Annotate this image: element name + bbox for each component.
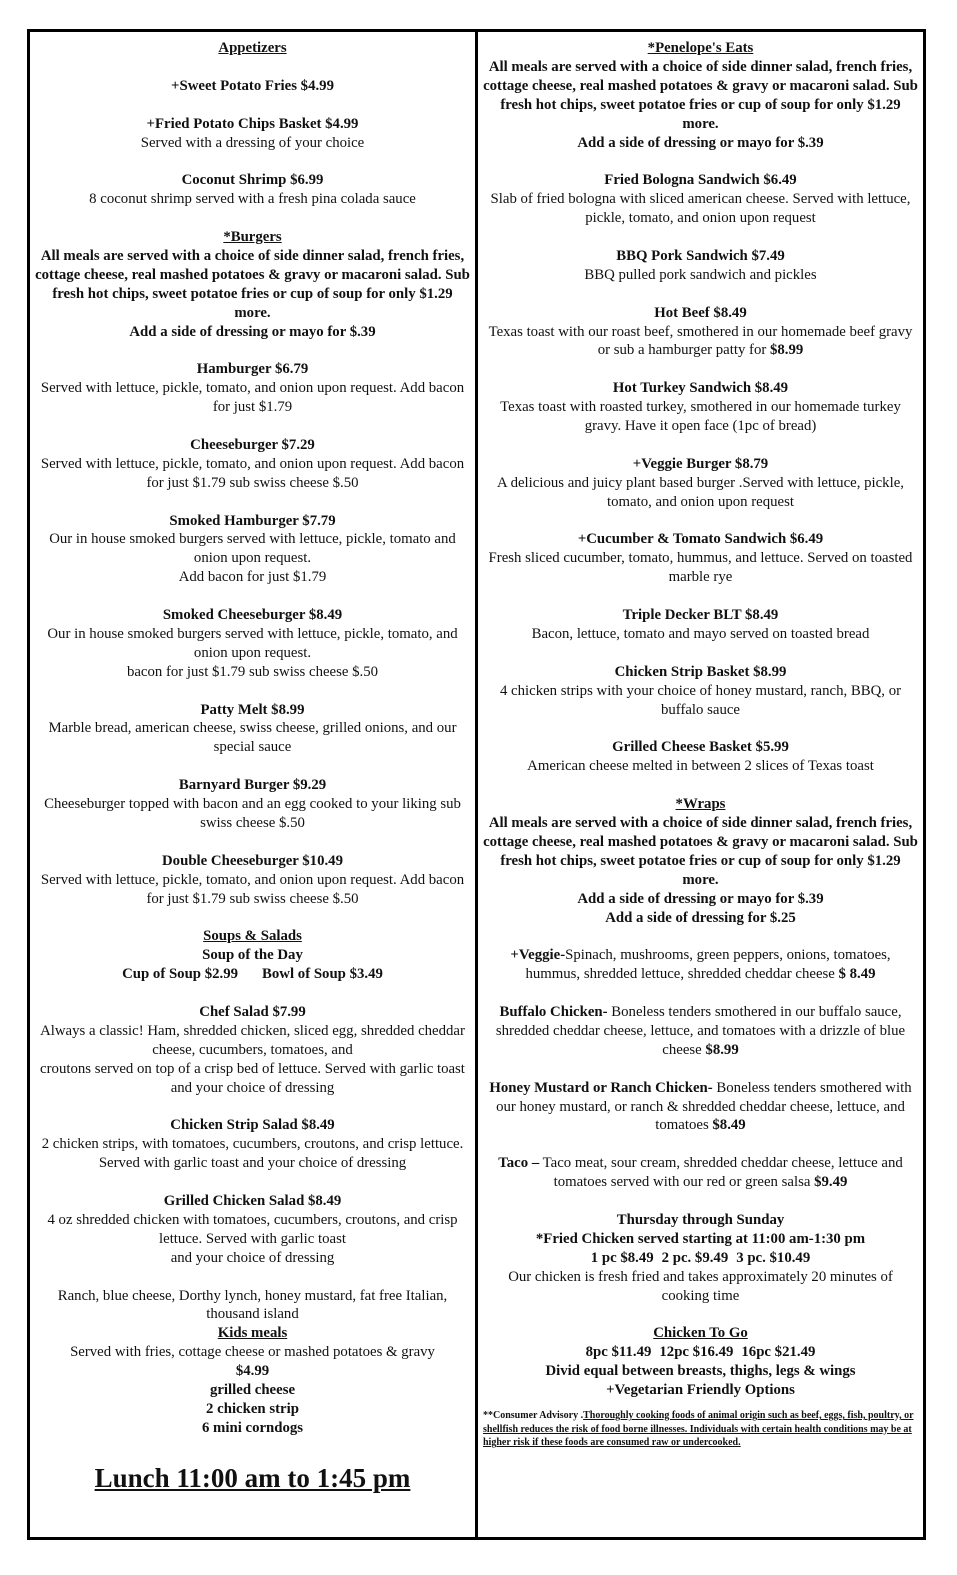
menu-item-desc — [483, 323, 918, 361]
soup-prices — [35, 965, 470, 984]
menu-item-desc: Always a classic! Ham, shredded chicken, sliced egg, shredded cheddar cheese, cucumbers, tomatoes, and — [40, 1022, 465, 1058]
menu-item-name: Patty Melt $8.99 — [200, 701, 305, 718]
appetizers-heading: Appetizers — [218, 40, 287, 56]
menu-item-name: Barnyard Burger $9.29 — [178, 777, 327, 794]
kids-item: 6 mini corndogs — [201, 1419, 304, 1436]
advisory-text: Thoroughly cooking foods of animal origin such as beef, eggs, fish, poultry, or shellfish reduces the risk of food borne illnesses. Individuals with certain health conditions may be at higher risk if these foods are consumed raw or undercooked. — [483, 1410, 914, 1449]
menu-item-name: Fried Bologna Sandwich $6.49 — [604, 172, 797, 189]
menu-item-name: Chicken Strip Basket $8.99 — [614, 663, 787, 680]
menu-item-name: Chef Salad $7.99 — [199, 1004, 306, 1021]
shrimp-desc: 8 coconut shrimp served with a fresh pina colada sauce — [89, 191, 416, 208]
chips-name: +Fried Potato Chips Basket $4.99 — [146, 115, 359, 132]
menu-item-name: Double Cheeseburger $10.49 — [162, 852, 343, 869]
kids-item: 2 chicken strip — [206, 1401, 299, 1417]
menu-item-desc: BBQ pulled pork sandwich and pickles — [584, 266, 817, 283]
penelope-intro: All meals are served with a choice of side dinner salad, french fries, cottage cheese, real mashed potatoes & gravy or macaroni salad. Sub fresh hot chips, sweet potatoe fries or cup of soup for only $1.29 more. — [483, 58, 918, 132]
soup-of-day: Soup of the Day — [202, 947, 303, 964]
menu-item-name: +Cucumber & Tomato Sandwich $6.49 — [577, 531, 824, 548]
burgers-heading: *Burgers — [223, 229, 282, 245]
menu-item-name: Grilled Chicken Salad $8.49 — [163, 1193, 342, 1210]
kids-item: grilled cheese — [209, 1382, 296, 1399]
menu-item-name: Chicken Strip Salad $8.49 — [170, 1117, 335, 1134]
fc-price: 3 pc. $10.49 — [736, 1249, 811, 1266]
penelope-heading: *Penelope's Eats — [647, 40, 754, 56]
kids-price: $4.99 — [235, 1363, 270, 1380]
shrimp-name: Coconut Shrimp $6.99 — [181, 172, 324, 189]
menu-item-desc: American cheese melted in between 2 slices of Texas toast — [527, 758, 874, 775]
to-go-desc: Divid equal between breasts, thighs, legs & wings — [545, 1363, 856, 1380]
menu-item-desc: 2 chicken strips, with tomatoes, cucumbers, croutons, and crisp lettuce. Served with garlic toast and your choice of dressing — [41, 1136, 464, 1172]
fc-price: 1 pc $8.49 — [590, 1249, 654, 1266]
fried-chicken-desc: Our chicken is fresh fried and takes approximately 20 minutes of cooking time — [508, 1268, 893, 1304]
wraps-heading: *Wraps — [675, 796, 726, 813]
to-go-prices — [483, 1343, 918, 1362]
menu-item-desc: Bacon, lettuce, tomato and mayo served on toasted bread — [531, 625, 870, 642]
to-go-price: 16pc $21.49 — [741, 1344, 816, 1361]
wraps-intro: All meals are served with a choice of side dinner salad, french fries, cottage cheese, real mashed potatoes & gravy or macaroni salad. Sub fresh hot chips, sweet potatoe fries or cup of soup for only $1.29 more. — [483, 815, 918, 888]
right-column — [478, 32, 923, 1537]
menu-item-name: Smoked Hamburger $7.79 — [169, 512, 336, 529]
wrap-desc: Boneless tenders smothered with our honey mustard, or ranch & shredded cheddar cheese, lettuce, and tomatoes — [496, 1079, 912, 1134]
dressing-list: Ranch, blue cheese, Dorthy lynch, honey mustard, fat free Italian, thousand island — [57, 1287, 448, 1323]
hot-beef-sub-price: $8.99 — [770, 342, 804, 359]
hot-beef-desc: Texas toast with our roast beef, smothered in our homemade beef gravy or sub a hamburger patty for — [488, 323, 913, 359]
left-column — [30, 32, 478, 1537]
vegetarian-note: +Vegetarian Friendly Options — [606, 1382, 795, 1399]
menu-item-desc: Add bacon for just $1.79 — [178, 569, 327, 586]
menu-item-desc: Our in house smoked burgers served with lettuce, pickle, tomato, and onion upon request. — [47, 625, 458, 661]
wraps-dressing: Add a side of dressing for $.25 — [605, 909, 796, 926]
menu-item-name: BBQ Pork Sandwich $7.49 — [616, 247, 785, 264]
chips-desc: Served with a dressing of your choice — [140, 134, 365, 151]
wrap-price: $8.99 — [705, 1041, 739, 1058]
to-go-price: 12pc $16.49 — [659, 1344, 734, 1361]
wrap-veggie — [483, 946, 918, 984]
menu-item-desc: Marble bread, american cheese, swiss cheese, grilled onions, and our special sauce — [48, 720, 457, 756]
wrap-buffalo — [483, 1003, 918, 1060]
wrap-desc: Spinach, mushrooms, green peppers, onions, tomatoes, hummus, shredded lettuce, shredded cheddar cheese — [525, 947, 891, 983]
menu-item-name: Triple Decker BLT $8.49 — [622, 607, 779, 624]
menu-item-desc: Our in house smoked burgers served with lettuce, pickle, tomato and onion upon request. — [49, 531, 456, 567]
menu-item-desc: Cheeseburger topped with bacon and an egg cooked to your liking sub swiss cheese $.50 — [44, 796, 461, 831]
menu-item-name: Cheeseburger $7.29 — [190, 436, 315, 453]
wrap-price: $8.49 — [712, 1117, 746, 1134]
wraps-dressing-mayo: Add a side of dressing or mayo for $.39 — [577, 890, 824, 907]
consumer-advisory — [483, 1409, 918, 1450]
fc-price: 2 pc. $9.49 — [661, 1249, 729, 1266]
menu-item-name: Hamburger $6.79 — [196, 361, 309, 378]
lunch-hours: Lunch 11:00 am to 1:45 pm — [94, 1462, 411, 1493]
menu-item-desc: Served with lettuce, pickle, tomato, and onion upon request. Add bacon for just $1.79 — [40, 380, 465, 416]
wrap-name: Honey Mustard or Ranch Chicken- — [489, 1079, 713, 1096]
fried-chicken-days: Thursday through Sunday — [616, 1211, 785, 1228]
menu-item-desc: and your choice of dressing — [170, 1249, 335, 1266]
wrap-desc: Boneless tenders smothered in our buffalo sauce, shredded cheddar cheese, lettuce, and tomatoes with a drizzle of blue cheese — [495, 1004, 906, 1058]
menu-item-desc: 4 oz shredded chicken with tomatoes, cucumbers, croutons, and crisp lettuce. Served with garlic toast — [47, 1211, 458, 1247]
wrap-name: Taco – — [498, 1155, 540, 1172]
menu-item-name: Hot Beef $8.49 — [654, 304, 747, 321]
wrap-name: +Veggie- — [510, 947, 566, 964]
sweet-potato-fries: +Sweet Potato Fries $4.99 — [171, 77, 334, 94]
menu-item-desc: Served with lettuce, pickle, tomato, and onion upon request. Add bacon for just $1.79 sub swiss cheese $.50 — [40, 871, 465, 907]
menu-item-name: Smoked Cheeseburger $8.49 — [162, 607, 343, 624]
kids-heading: Kids meals — [217, 1325, 288, 1342]
menu-item-desc: Served with lettuce, pickle, tomato, and onion upon request. Add bacon for just $1.79 sub swiss cheese $.50 — [40, 455, 465, 491]
menu-item-name: Grilled Cheese Basket $5.99 — [612, 739, 789, 756]
burgers-dressing: Add a side of dressing or mayo for $.39 — [129, 323, 376, 340]
cup-price: Cup of Soup $2.99 — [122, 966, 239, 983]
menu-item-name: Hot Turkey Sandwich $8.49 — [612, 380, 789, 397]
advisory-label: **Consumer Advisory . — [483, 1410, 584, 1421]
wrap-desc: Taco meat, sour cream, shredded cheddar cheese, lettuce and tomatoes served with our red or green salsa — [539, 1155, 903, 1191]
menu-item-desc: Texas toast with roasted turkey, smothered in our homemade turkey gravy. Have it open face (1pc of bread) — [500, 399, 901, 435]
menu-item-desc: Fresh sliced cucumber, tomato, hummus, and lettuce. Served on toasted marble rye — [488, 550, 913, 586]
kids-desc: Served with fries, cottage cheese or mashed potatoes & gravy — [70, 1344, 435, 1361]
menu-item-desc: Slab of fried bologna with sliced american cheese. Served with lettuce, pickle, tomato, and onion upon request — [490, 191, 911, 227]
wrap-name: Buffalo Chicken- — [499, 1004, 608, 1021]
fried-chicken-title: *Fried Chicken served starting at 11:00 am-1:30 pm — [535, 1230, 866, 1247]
menu-item-desc: bacon for just $1.79 sub swiss cheese $.50 — [126, 663, 379, 680]
wrap-price: $9.49 — [814, 1174, 848, 1191]
to-go-heading: Chicken To Go — [653, 1325, 748, 1342]
fried-chicken-prices — [483, 1249, 918, 1268]
wrap-taco — [483, 1154, 918, 1192]
menu-item-name: +Veggie Burger $8.79 — [632, 455, 769, 472]
menu-item-desc: croutons served on top of a crisp bed of lettuce. Served with garlic toast and your choice of dressing — [40, 1060, 465, 1096]
soups-heading: Soups & Salads — [203, 928, 302, 945]
bowl-price: Bowl of Soup $3.49 — [262, 966, 383, 983]
menu-item-desc: A delicious and juicy plant based burger .Served with lettuce, pickle, tomato, and onion upon request — [497, 474, 904, 510]
penelope-dressing: Add a side of dressing or mayo for $.39 — [577, 134, 824, 151]
menu-frame — [27, 29, 926, 1540]
burgers-intro: All meals are served with a choice of side dinner salad, french fries, cottage cheese, real mashed potatoes & gravy or macaroni salad. Sub fresh hot chips, sweet potatoe fries or cup of soup for only $1.29 more. — [35, 247, 470, 321]
wrap-honey-ranch — [483, 1079, 918, 1136]
wrap-price: $ 8.49 — [838, 966, 876, 983]
to-go-price: 8pc $11.49 — [585, 1344, 652, 1361]
menu-item-desc: 4 chicken strips with your choice of honey mustard, ranch, BBQ, or buffalo sauce — [499, 682, 902, 718]
